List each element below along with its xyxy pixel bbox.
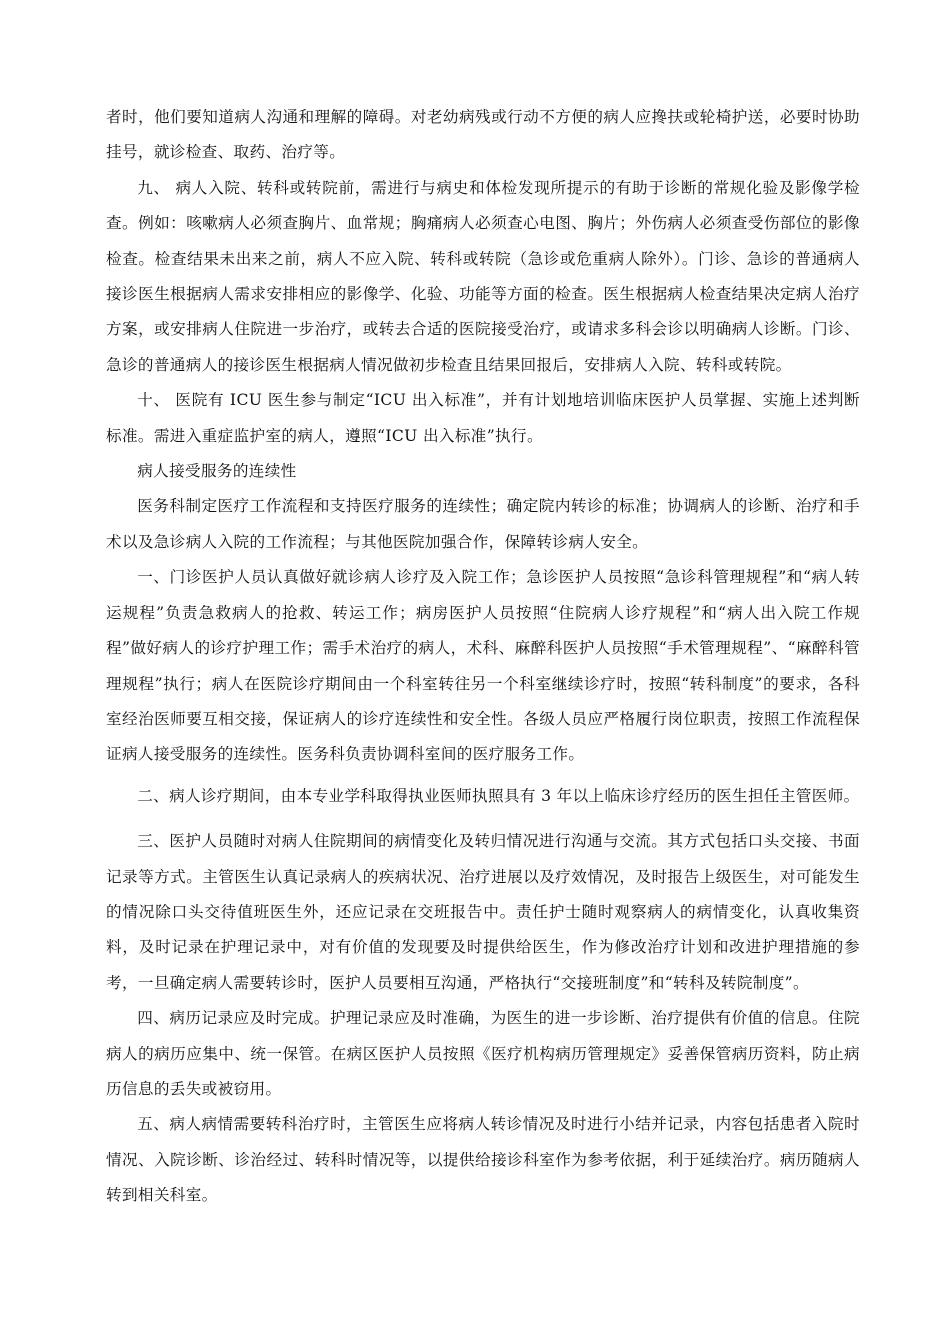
paragraph-item-4: 四、病历记录应及时完成。护理记录应及时准确，为医生的进一步诊断、治疗提供有价值的信息。住院病人的病历应集中、统一保管。在病区医护人员按照《医疗机构病历管理规定》妥善保管病历资料，防止病历信息的丢失或被窃用。 (106, 1009, 860, 1098)
paragraph-item-1: 一、门诊医护人员认真做好就诊病人诊疗及入院工作；急诊医护人员按照“急诊科管理规程”和“病人转运规程”负责急救病人的抢救、转运工作；病房医护人员按照“住院病人诊疗规程”和“病人出入院工作规程”做好病人的诊疗护理工作；需手术治疗的病人，术科、麻醉科医护人员按照“手术管理规程”、“麻醉科管理规程”执行；病人在医院诊疗期间由一个科室转往另一个科室继续诊疗时，按照“转科制度”的要求，各科室经治医师要互相交接，保证病人的诊疗连续性和安全性。各级人员应严格履行岗位职责，按照工作流程保证病人接受服务的连续性。医务科负责协调科室间的医疗服务工作。 (106, 568, 860, 764)
paragraph-item-2: 二、病人诊疗期间，由本专业学科取得执业医师执照具有 3 年以上临床诊疗经历的医生担任主管医师。 (137, 786, 860, 805)
document-page (106, 100, 860, 1214)
paragraph-item-5: 五、病人病情需要转科治疗时，主管医生应将病人转诊情况及时进行小结并记录，内容包括患者入院时情况、入院诊断、诊治经过、转科时情况等，以提供给接诊科室作为参考依据，利于延续治疗。病历随病人转到相关科室。 (106, 1115, 860, 1205)
paragraph-continuation: 者时，他们要知道病人沟通和理解的障碍。对老幼病残或行动不方便的病人应搀扶或轮椅护送，必要时协助挂号，就诊检查、取药、治疗等。 (106, 108, 860, 162)
paragraph-item-3: 三、医护人员随时对病人住院期间的病情变化及转归情况进行沟通与交流。其方式包括口头交接、书面记录等方式。主管医生认真记录病人的疾病状况、治疗进展以及疗效情况，及时报告上级医生，对可能发生的情况除口头交待值班医生外，还应记录在交班报告中。责任护士随时观察病人的病情变化，认真收集资料，及时记录在护理记录中，对有价值的发现要及时提供给医生，作为修改治疗计划和改进护理措施的参考，一旦确定病人需要转诊时，医护人员要相互沟通，严格执行“交接班制度”和“转科及转院制度”。 (106, 832, 860, 992)
paragraph-item-10: 十、 医院有 ICU 医生参与制定“ICU 出入标准”，并有计划地培训临床医护人员掌握、实施上述判断标准。需进入重症监护室的病人，遵照“ICU 出入标准”执行。 (106, 391, 860, 445)
section-heading: 病人接受服务的连续性 (137, 462, 297, 481)
paragraph-intro: 医务科制定医疗工作流程和支持医疗服务的连续性；确定院内转诊的标准；协调病人的诊断、治疗和手术以及急诊病人入院的工作流程；与其他医院加强合作，保障转诊病人安全。 (106, 497, 860, 551)
paragraph-item-9: 九、 病人入院、转科或转院前，需进行与病史和体检发现所提示的有助于诊断的常规化验及影像学检查。例如：咳嗽病人必须查胸片、血常规；胸痛病人必须查心电图、胸片；外伤病人必须查受伤部位的影像检查。检查结果未出来之前，病人不应入院、转科或转院（急诊或危重病人除外）。门诊、急诊的普通病人接诊医生根据病人需求安排相应的影像学、化验、功能等方面的检查。医生根据病人检查结果决定病人治疗方案，或安排病人住院进一步治疗，或转去合适的医院接受治疗，或请求多科会诊以明确病人诊断。门诊、急诊的普通病人的接诊医生根据病人情况做初步检查且结果回报后，安排病人入院、转科或转院。 (106, 178, 860, 374)
